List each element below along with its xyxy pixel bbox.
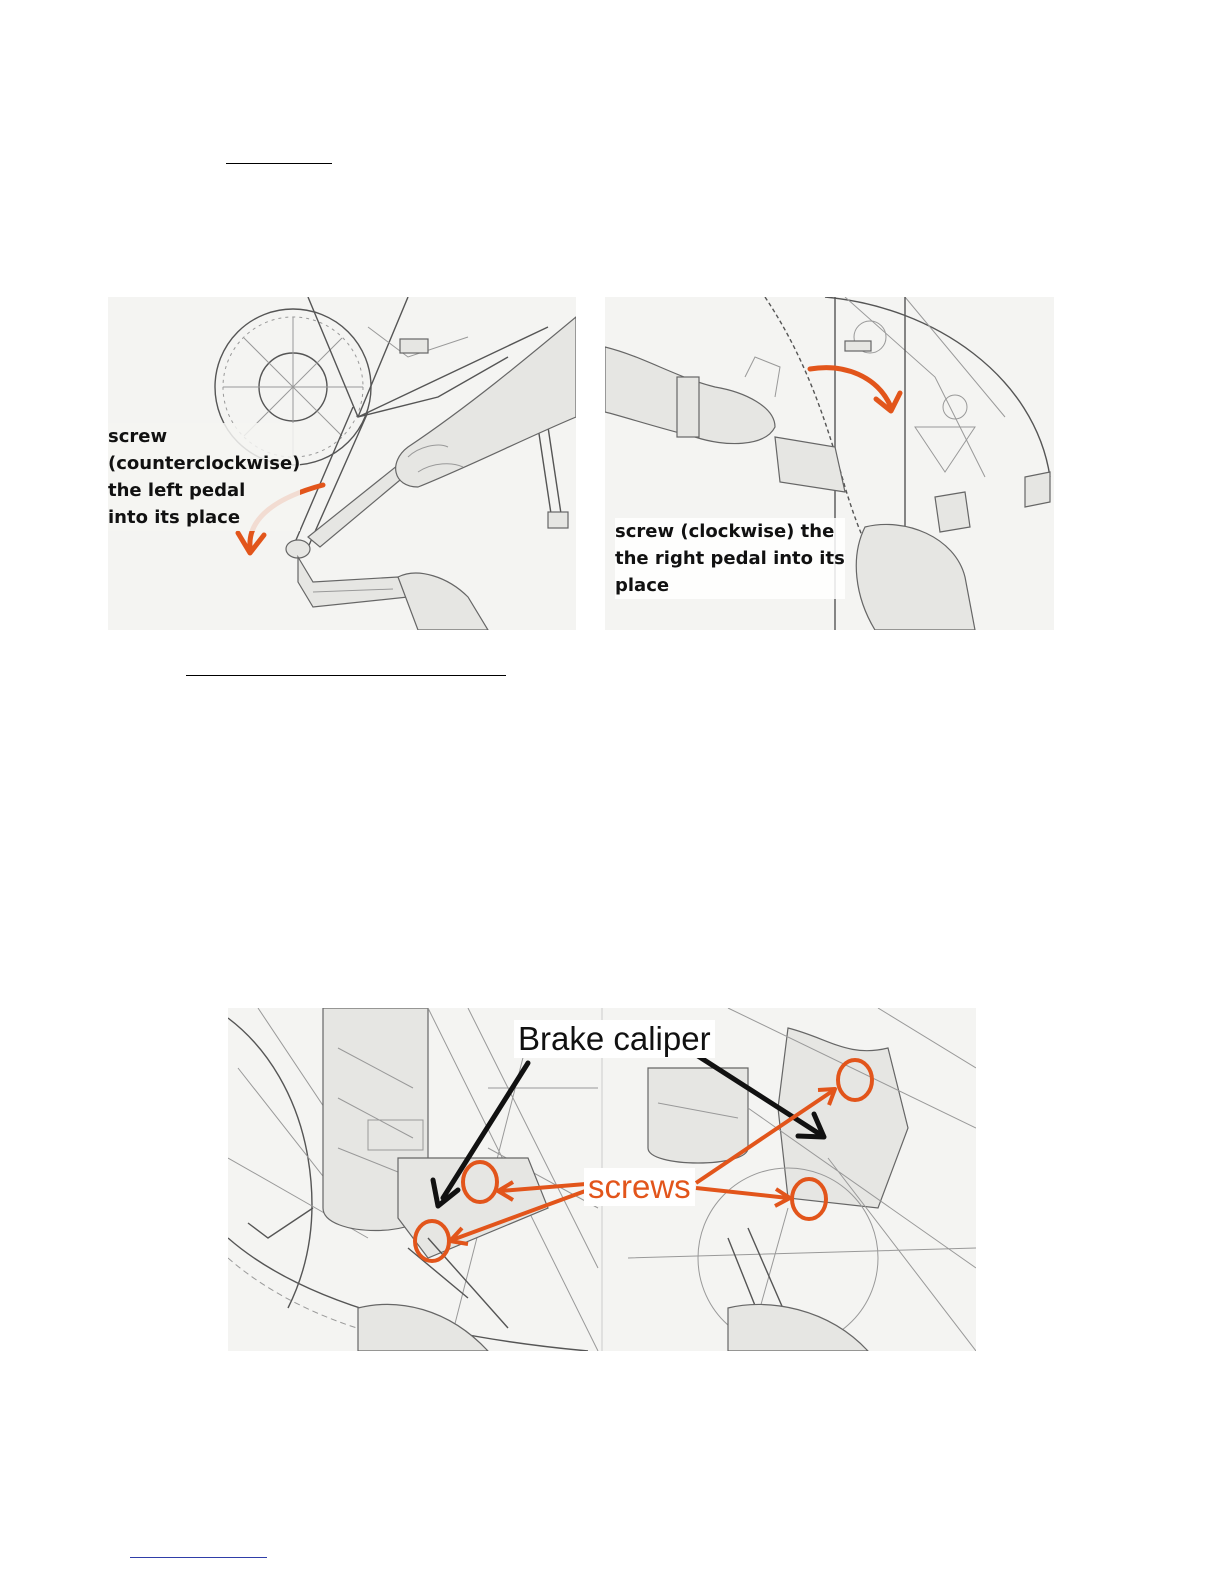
right-pedal-figure: [605, 297, 1054, 630]
right-pedal-caption: screw (clockwise) the the right pedal into its place: [615, 518, 845, 599]
brake-caliper-figure: [228, 1008, 976, 1351]
left-pedal-caption: screw (counterclockwise) the left pedal into its place: [108, 423, 300, 531]
middle-underline: [186, 675, 506, 676]
screws-label: screws: [584, 1168, 695, 1206]
brake-left-panel: [228, 1008, 598, 1351]
bottom-link-underline: [130, 1557, 267, 1558]
brake-caliper-label: Brake caliper: [514, 1020, 715, 1058]
top-underline: [226, 163, 332, 164]
left-pedal-figure: [108, 297, 576, 630]
